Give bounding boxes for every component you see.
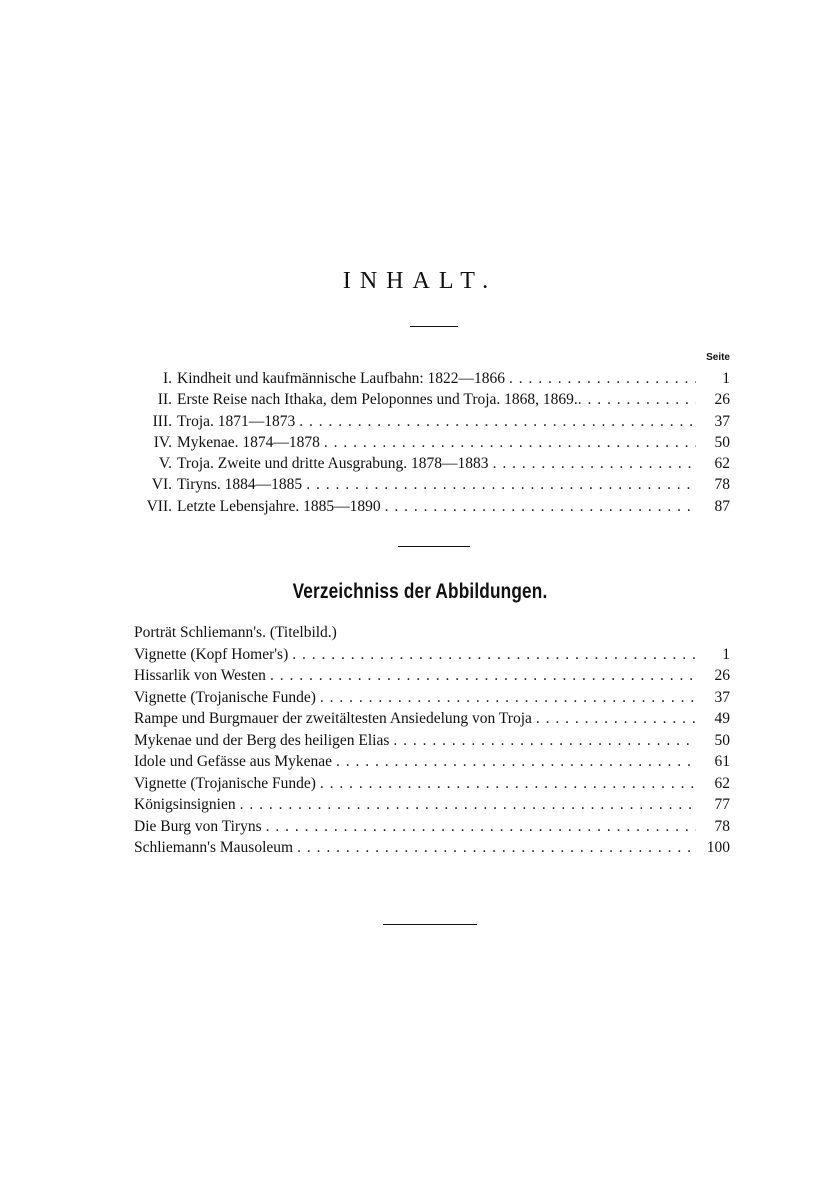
- figure-row: [134, 818, 730, 840]
- chapter-title: Troja. 1871—1873: [177, 412, 296, 430]
- section-divider: [398, 546, 470, 547]
- toc-row: [134, 391, 730, 412]
- page-column-header: Seite: [706, 352, 730, 363]
- toc-row: [134, 434, 730, 455]
- figure-title: Vignette (Trojanische Funde): [134, 774, 316, 792]
- figure-title: Hissarlik von Westen: [134, 667, 266, 684]
- figure-page: 62: [714, 774, 730, 792]
- dot-leader: [578, 391, 696, 409]
- figure-page: 77: [714, 796, 730, 813]
- dot-leader: [389, 732, 696, 750]
- figure-row: [134, 732, 730, 754]
- figure-row: [134, 624, 730, 646]
- chapter-title: Mykenae. 1874—1878: [177, 433, 320, 451]
- figure-page: 61: [714, 753, 730, 770]
- dot-leader: [332, 753, 696, 771]
- chapter-number: IV.: [153, 433, 172, 451]
- figure-title: Königsinsignien: [134, 796, 236, 813]
- chapter-number: VII.: [146, 497, 172, 515]
- chapter-title: Tiryns. 1884—1885: [177, 476, 303, 494]
- figure-row: [134, 689, 730, 711]
- page-title: INHALT.: [342, 268, 498, 294]
- dot-leader: [288, 646, 696, 664]
- dot-leader: [302, 476, 696, 494]
- figure-title: Schliemann's Mausoleum: [134, 839, 294, 856]
- figure-title: Die Burg von Tiryns: [134, 817, 262, 835]
- toc-row: [134, 413, 730, 434]
- figure-row: [134, 667, 730, 689]
- toc-row: [134, 476, 730, 497]
- dot-leader: [489, 455, 696, 473]
- dot-leader: [532, 710, 696, 728]
- dot-leader: [266, 667, 696, 685]
- chapter-page: 78: [714, 476, 730, 494]
- figure-page: 50: [714, 731, 730, 749]
- chapter-number: VI.: [151, 476, 172, 494]
- chapter-number: II.: [157, 391, 172, 409]
- toc-row: [134, 498, 730, 519]
- chapter-page: 87: [714, 497, 730, 515]
- figure-title: Vignette (Kopf Homer's): [134, 645, 289, 663]
- dot-leader: [295, 413, 696, 431]
- figure-page: 26: [714, 667, 730, 684]
- dot-leader: [316, 689, 696, 707]
- chapter-title: Troja. Zweite und dritte Ausgrabung. 1878—1883: [177, 455, 489, 473]
- figures-list: [134, 624, 730, 861]
- dot-leader: [505, 370, 696, 388]
- figure-row: [134, 646, 730, 668]
- dot-leader: [381, 498, 696, 516]
- figure-row: [134, 796, 730, 818]
- chapter-number: V.: [158, 455, 172, 473]
- figure-page: 100: [706, 839, 730, 856]
- dot-leader: [316, 775, 696, 793]
- dot-leader: [293, 839, 696, 857]
- title-divider: [410, 326, 458, 327]
- figure-row: [134, 710, 730, 732]
- chapter-page: 50: [714, 433, 730, 451]
- toc-row: [134, 455, 730, 476]
- chapter-page: 37: [714, 412, 730, 430]
- chapter-page: 1: [722, 370, 730, 387]
- figure-row: [134, 775, 730, 797]
- bottom-divider: [383, 924, 477, 925]
- figure-title: Idole und Gefässe aus Mykenae: [134, 753, 332, 770]
- figures-heading: Verzeichniss der Abbildungen.: [292, 580, 548, 603]
- figure-row: [134, 839, 730, 861]
- figure-page: 78: [714, 817, 730, 835]
- figure-title: Rampe und Burgmauer der zweitältesten Ansiedelung von Troja: [134, 710, 532, 727]
- chapter-page: 26: [714, 391, 730, 409]
- figure-title: Mykenae und der Berg des heiligen Elias: [134, 731, 390, 749]
- dot-leader: [236, 796, 696, 814]
- chapter-title: Erste Reise nach Ithaka, dem Peloponnes und Troja. 1868, 1869.: [177, 391, 578, 409]
- toc-row: [134, 370, 730, 391]
- figure-page: 49: [714, 710, 730, 727]
- chapter-number: I.: [162, 370, 172, 387]
- figure-title: Vignette (Trojanische Funde): [134, 688, 316, 706]
- figure-page: 1: [722, 645, 730, 663]
- dot-leader: [262, 818, 696, 836]
- table-of-contents: [134, 370, 730, 519]
- chapter-title: Kindheit und kaufmännische Laufbahn: 1822—1866: [177, 370, 506, 387]
- figure-page: 37: [714, 688, 730, 706]
- chapter-title: Letzte Lebensjahre. 1885—1890: [177, 497, 381, 515]
- figure-row: [134, 753, 730, 775]
- dot-leader: [320, 434, 696, 452]
- chapter-page: 62: [714, 455, 730, 473]
- figure-title: Porträt Schliemann's. (Titelbild.): [134, 624, 337, 641]
- chapter-number: III.: [152, 412, 172, 430]
